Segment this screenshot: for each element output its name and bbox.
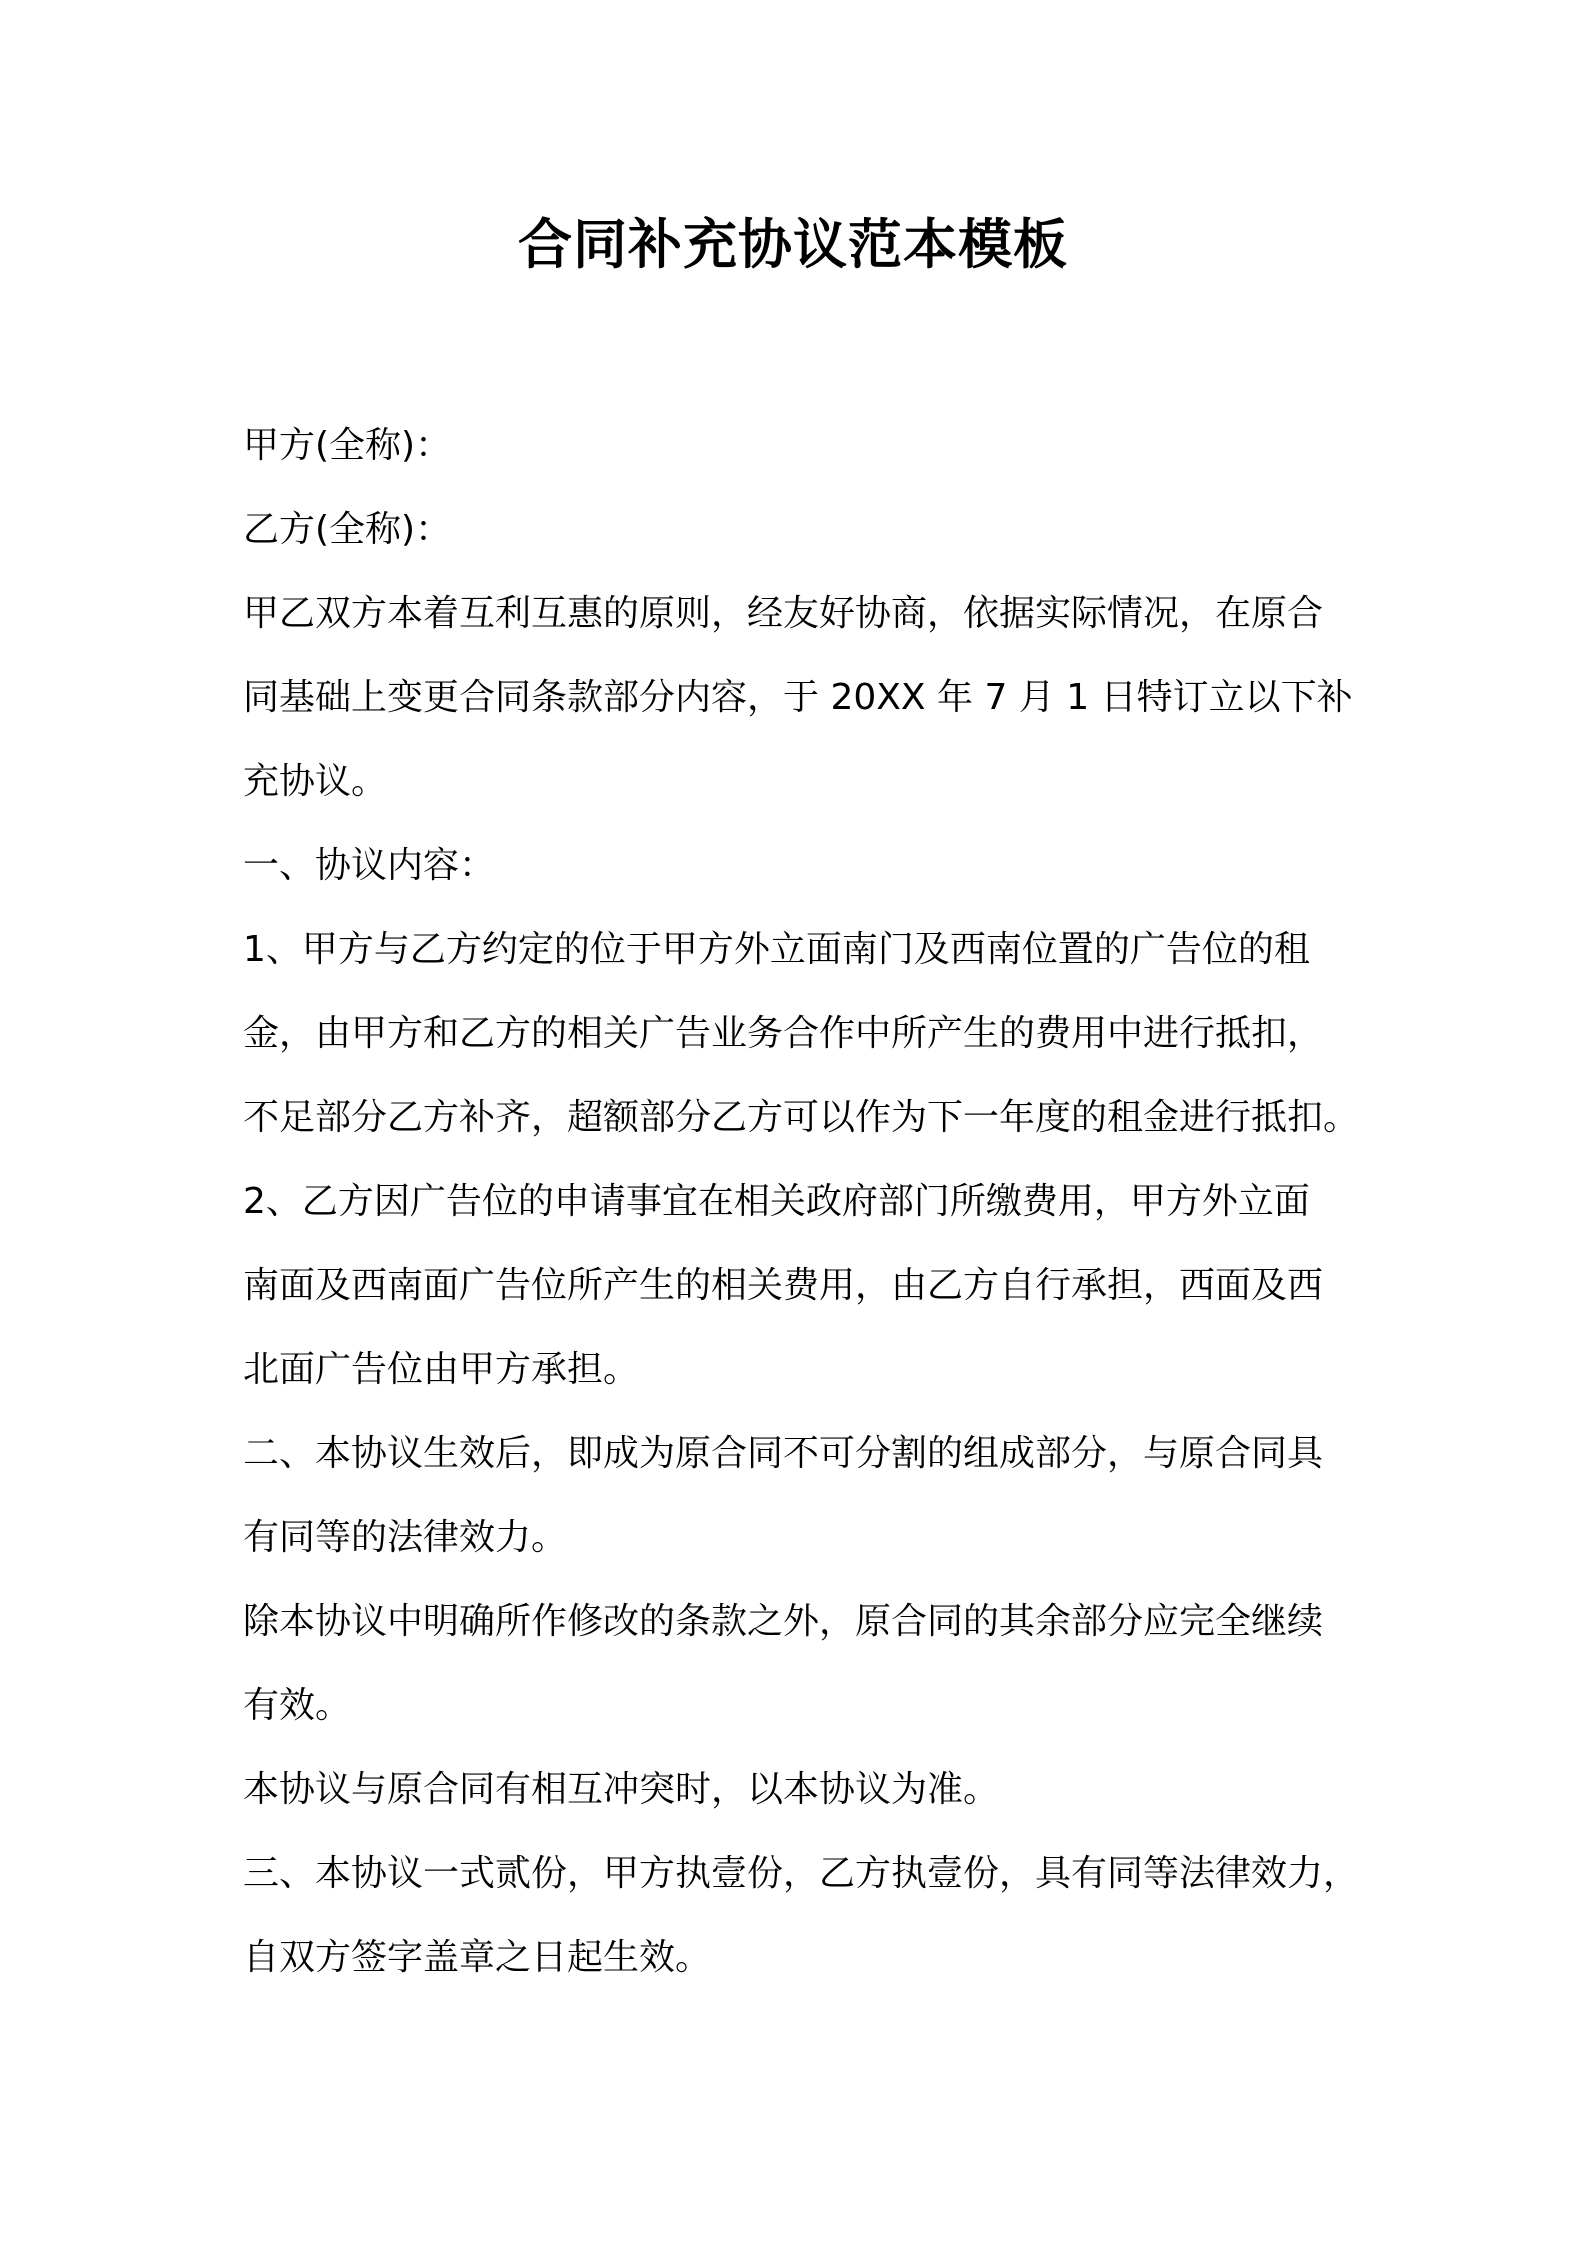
item-2-line-1: 2、乙方因广告位的申请事宜在相关政府部门所缴费用，甲方外立面 [243,1181,1310,1222]
section-1-heading: 一、协议内容： [243,845,496,886]
document-title: 合同补充协议范本模板 [518,213,1068,276]
party-b-line: 乙方(全称)： [243,509,452,550]
section-2-line-1: 二、本协议生效后，即成为原合同不可分割的组成部分，与原合同具 [243,1433,1324,1474]
except-line-2: 有效。 [243,1685,352,1726]
intro-line-1: 甲乙双方本着互利互惠的原则，经友好协商，依据实际情况，在原合 [243,593,1324,634]
document-body [243,404,1363,2000]
party-a-line: 甲方(全称)： [243,425,452,466]
section-2-line-2: 有同等的法律效力。 [243,1517,568,1558]
item-2-line-2: 南面及西南面广告位所产生的相关费用，由乙方自行承担，西面及西 [243,1265,1324,1306]
item-1-line-3: 不足部分乙方补齐，超额部分乙方可以作为下一年度的租金进行抵扣。 [243,1097,1360,1138]
section-3-line-1: 三、本协议一式贰份，甲方执壹份，乙方执壹份，具有同等法律效力， [243,1853,1360,1894]
intro-line-3: 充协议。 [243,761,388,802]
item-1-line-1: 1、甲方与乙方约定的位于甲方外立面南门及西南位置的广告位的租 [243,929,1310,970]
item-1-line-2: 金，由甲方和乙方的相关广告业务合作中所产生的费用中进行抵扣， [243,1013,1324,1054]
section-3-line-2: 自双方签字盖章之日起生效。 [243,1937,712,1978]
intro-line-2: 同基础上变更合同条款部分内容，于 20XX 年 7 月 1 日特订立以下补 [243,677,1353,718]
except-line-1: 除本协议中明确所作修改的条款之外，原合同的其余部分应完全继续 [243,1601,1324,1642]
item-2-line-3: 北面广告位由甲方承担。 [243,1349,640,1390]
conflict-line: 本协议与原合同有相互冲突时，以本协议为准。 [243,1769,1000,1810]
